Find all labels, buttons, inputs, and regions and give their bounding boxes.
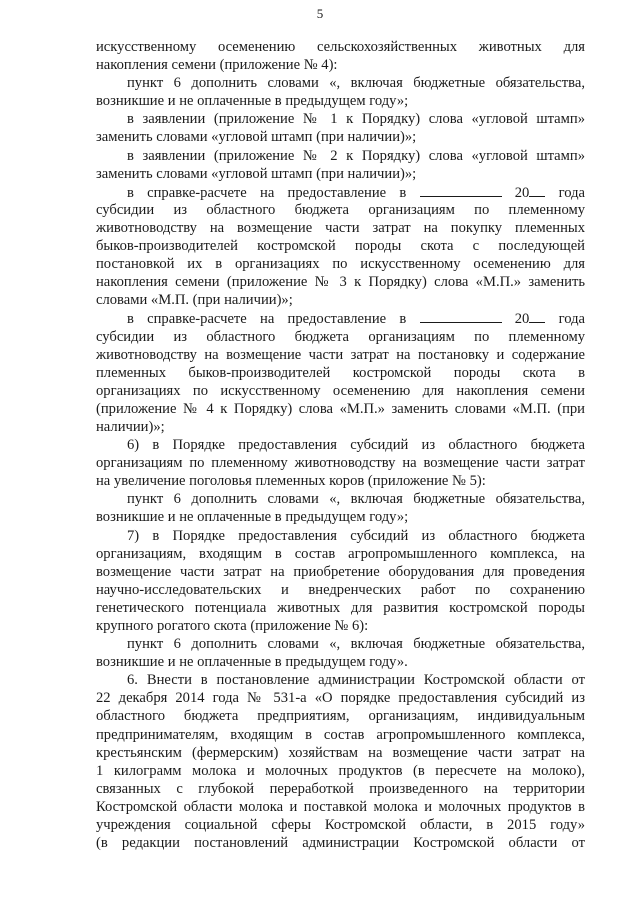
text-line: возникшие и не оплаченные в предыдущем году». xyxy=(96,654,408,671)
text-line: возникшие и не оплаченные в предыдущем году»; xyxy=(96,93,409,110)
text-fragment: года xyxy=(558,311,585,328)
text-fragment: в справке-расчете на предоставление в xyxy=(127,184,407,201)
text-line: наличии)»; xyxy=(96,418,165,435)
year-blank xyxy=(529,183,545,197)
date-blank xyxy=(420,309,502,323)
text-line: крестьянским (фермерским) хозяйствам на возмещение части затрат на xyxy=(96,744,585,761)
text-line: заменить словами «угловой штамп (при наличии)»; xyxy=(96,165,417,182)
text-line: накопления семени (приложение № 3 к Порядку) слова «М.П.» заменить xyxy=(96,274,585,291)
text-line: субсидии из областного бюджета организациям по племенному xyxy=(96,328,585,345)
text-line: организациям, входящим в состав агропромышленного комплекса, на xyxy=(96,545,585,562)
text-line: возникшие и не оплаченные в предыдущем году»; xyxy=(96,509,409,526)
text-line: возмещение части затрат на приобретение оборудования для проведения xyxy=(96,563,585,580)
text-line: учреждения социальной сферы Костромской области, в 2015 году» xyxy=(96,817,585,834)
text-fragment: 20 xyxy=(515,311,546,327)
text-line-with-blanks xyxy=(96,309,585,327)
text-line: племенных быков-производителей костромской породы скота в xyxy=(96,364,585,381)
text-line: научно-исследовательских и внедренческих работ по сохранению xyxy=(96,581,585,598)
text-line: 22 декабря 2014 года № 531-а «О порядке предоставления субсидий из xyxy=(96,690,585,707)
text-fragment: 20 xyxy=(515,185,546,201)
text-line: накопления семени (приложение № 4): xyxy=(96,57,338,74)
text-line: Костромской области молока и поставкой молока и молочных продуктов в xyxy=(96,798,585,815)
text-line: генетического потенциала животных для развития костромской породы xyxy=(96,599,585,616)
text-line: пункт 6 дополнить словами «, включая бюджетные обязательства, xyxy=(127,75,585,92)
text-line: постановкой их в организациях по искусственному осеменению для xyxy=(96,256,585,273)
text-line: (приложение № 4 к Порядку) слова «М.П.» заменить словами «М.П. (при xyxy=(96,400,585,417)
text-line-with-blanks xyxy=(96,183,585,201)
text-line: пункт 6 дополнить словами «, включая бюджетные обязательства, xyxy=(127,636,585,653)
text-fragment: года xyxy=(558,184,585,201)
text-line: животноводству на возмещение части затрат на постановку и содержание xyxy=(96,346,585,363)
text-line: пункт 6 дополнить словами «, включая бюджетные обязательства, xyxy=(127,491,585,508)
date-blank xyxy=(420,183,502,197)
text-line: животноводству на возмещение части затрат на покупку племенных xyxy=(96,219,585,236)
text-line: 6. Внести в постановление администрации Костромской области от xyxy=(127,672,585,689)
page-number: 5 xyxy=(316,6,324,21)
text-line: организациях по искусственному осеменению для накопления семени xyxy=(96,382,585,399)
text-line: в заявлении (приложение № 2 к Порядку) слова «угловой штамп» xyxy=(127,147,585,164)
text-line: быков-производителей костромской породы скота с последующей xyxy=(96,238,585,255)
text-line: связанных с глубокой переработкой произведенного на территории xyxy=(96,780,585,797)
text-line: областного бюджета предприятиям, организациям, индивидуальным xyxy=(96,708,585,725)
text-line: 1 килограмм молока и молочных продуктов (в пересчете на молоко), xyxy=(96,762,585,779)
year-blank xyxy=(529,309,545,323)
text-line: предпринимателям, входящим в состав агропромышленного комплекса, xyxy=(96,726,585,743)
text-line: 6) в Порядке предоставления субсидий из областного бюджета xyxy=(127,437,585,454)
text-line: субсидии из областного бюджета организациям по племенному xyxy=(96,201,585,218)
text-line: организациям по племенному животноводству на возмещение части затрат xyxy=(96,455,585,472)
text-line: заменить словами «угловой штамп (при наличии)»; xyxy=(96,129,417,146)
text-line: на увеличение поголовья племенных коров (приложение № 5): xyxy=(96,473,486,490)
text-line: в заявлении (приложение № 1 к Порядку) слова «угловой штамп» xyxy=(127,111,585,128)
text-line: 7) в Порядке предоставления субсидий из областного бюджета xyxy=(127,527,585,544)
text-line: (в редакции постановлений администрации Костромской области от xyxy=(96,835,585,852)
text-line: крупного рогатого скота (приложение № 6): xyxy=(96,618,369,634)
document-body xyxy=(96,38,585,852)
text-line: словами «М.П. (при наличии)»; xyxy=(96,292,293,309)
text-fragment: в справке-расчете на предоставление в xyxy=(127,311,407,328)
text-line: искусственному осеменению сельскохозяйственных животных для xyxy=(96,39,585,55)
